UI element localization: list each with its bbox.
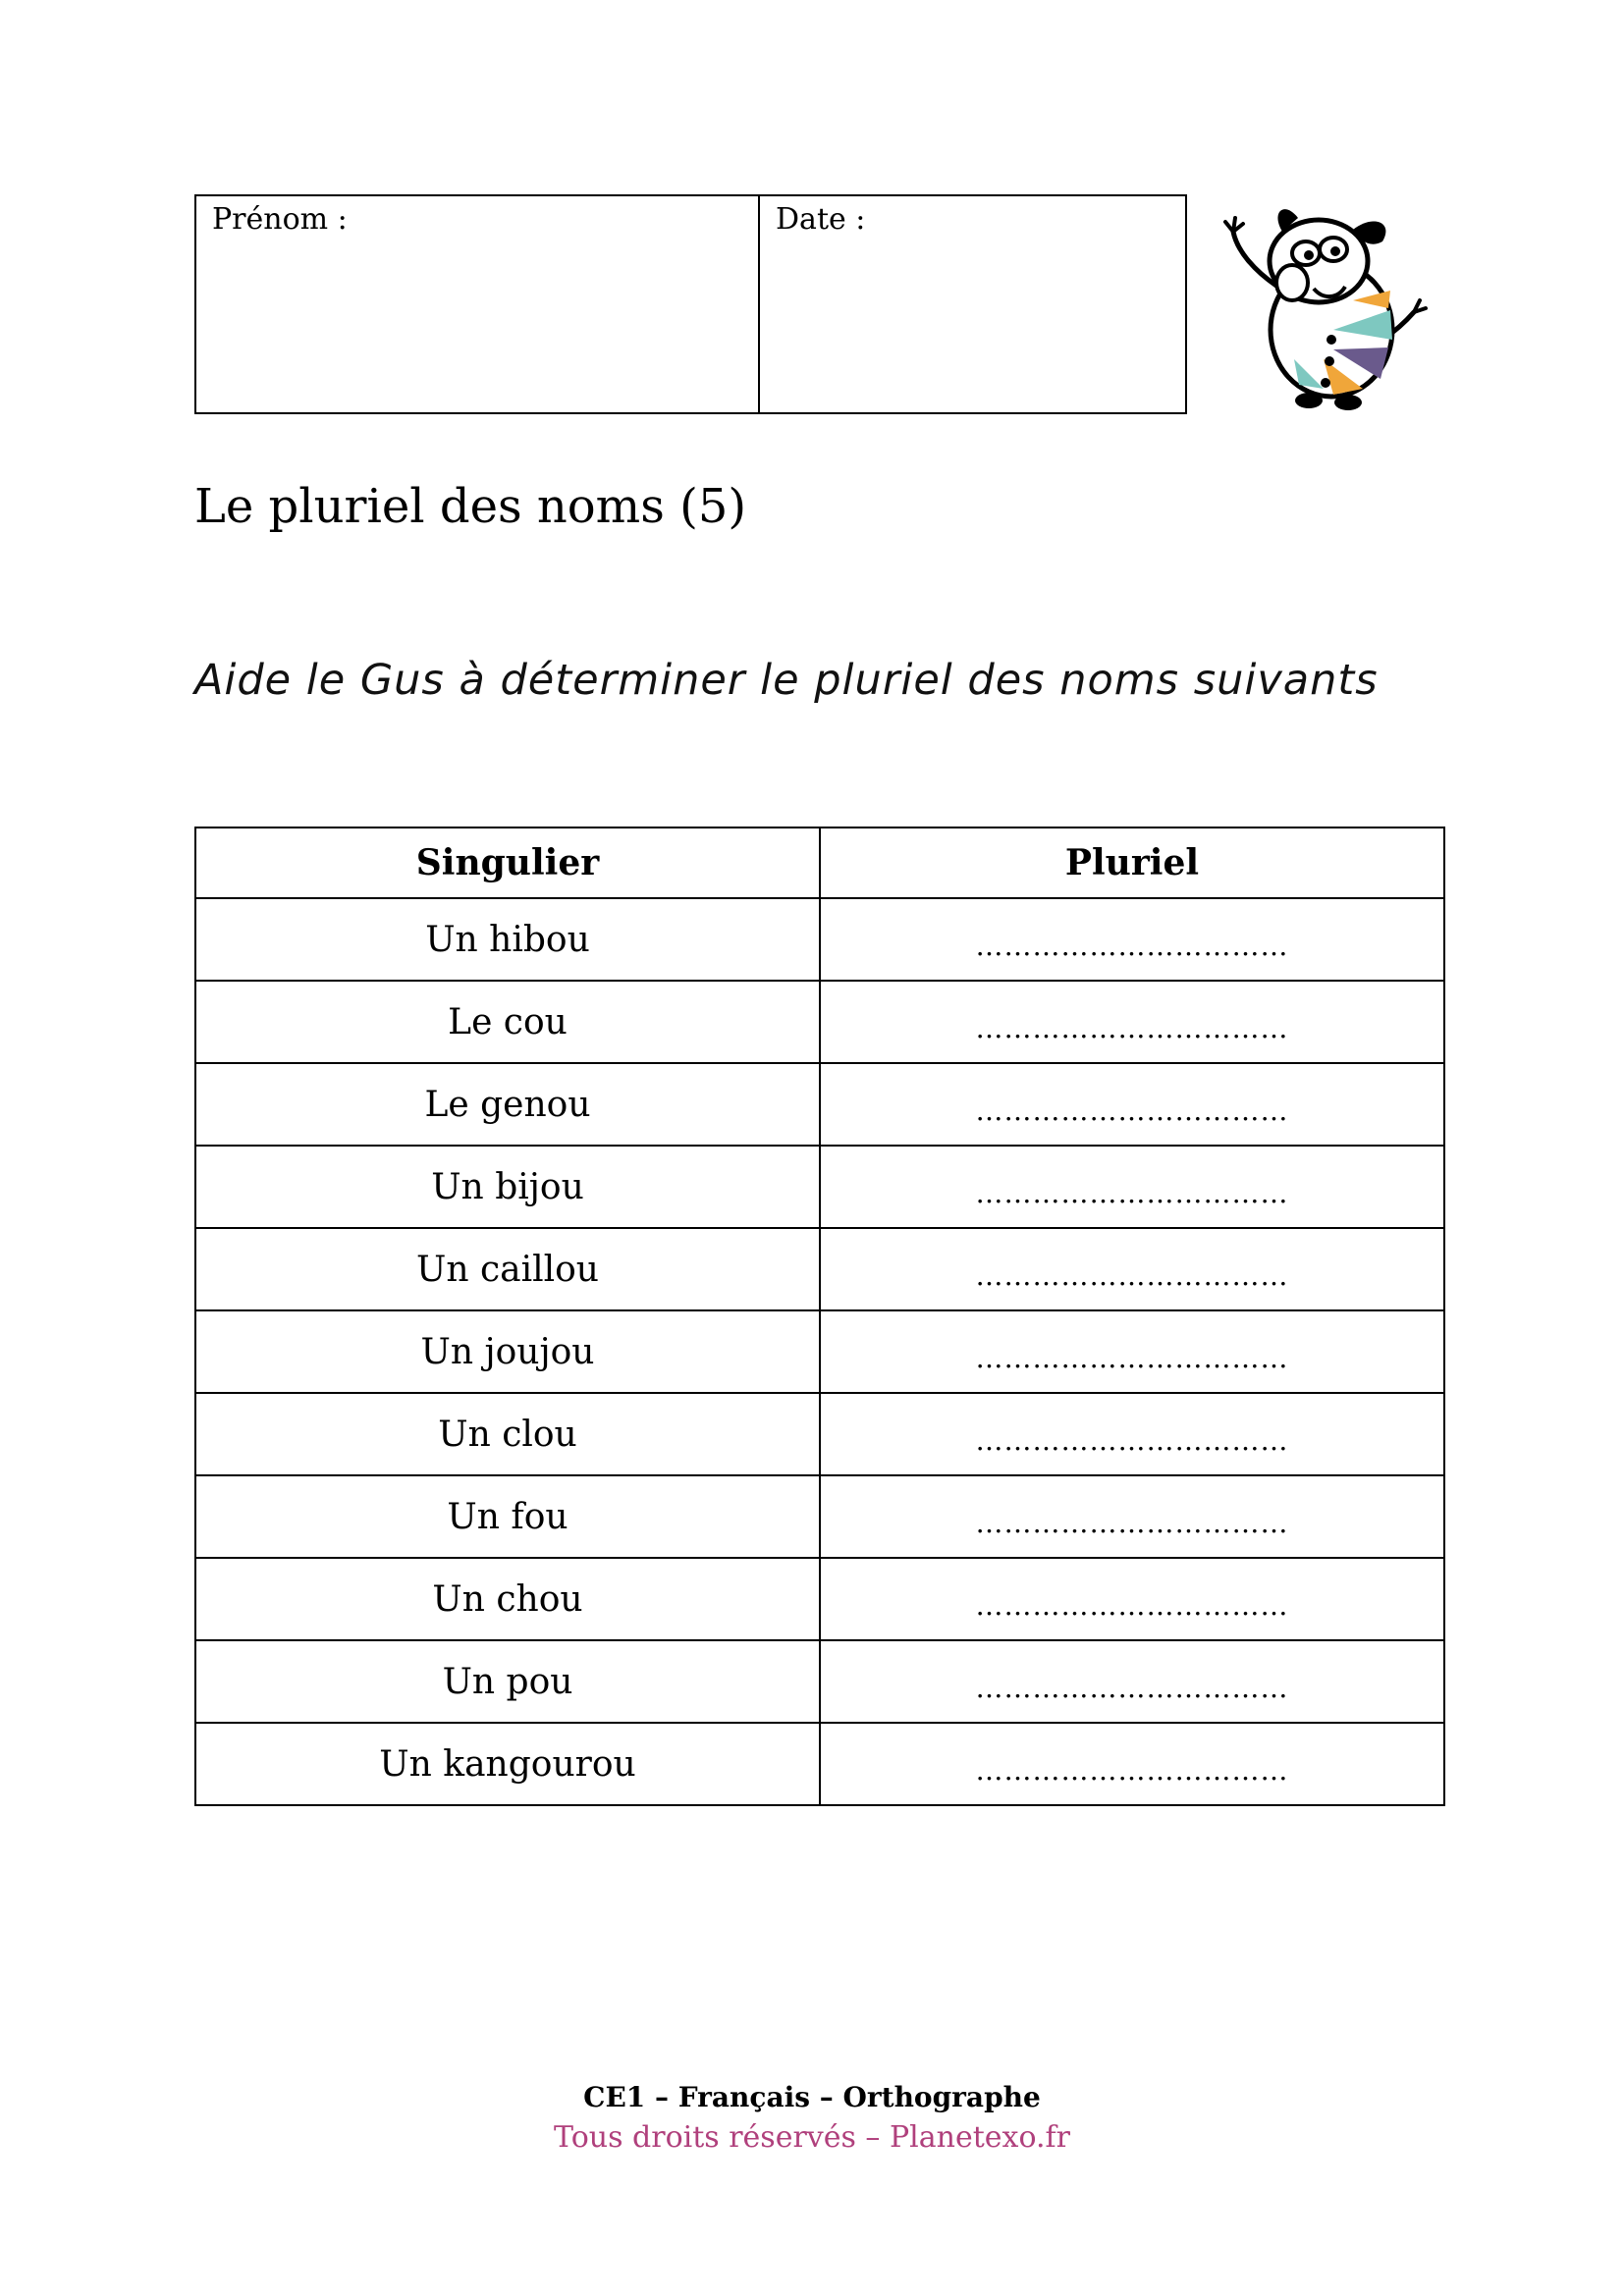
singular-cell: Le cou [195,981,820,1063]
date-field[interactable] [760,196,1185,412]
footer-copyright: Tous droits réservés – Planetexo.fr [554,2120,1070,2155]
table-row [195,1063,1444,1146]
table-row [195,1228,1444,1310]
plural-answer-cell[interactable]: …………………………… [820,1393,1444,1475]
plural-answer-cell[interactable]: …………………………… [820,1063,1444,1146]
singular-cell: Un hibou [195,898,820,981]
prenom-label: Prénom : [212,202,348,237]
singular-cell: Un fou [195,1475,820,1558]
singular-cell: Un bijou [195,1146,820,1228]
plural-answer-cell[interactable]: …………………………… [820,1723,1444,1805]
student-info-box [194,194,1187,414]
table-row [195,981,1444,1063]
singular-cell: Un chou [195,1558,820,1640]
column-header-pluriel: Pluriel [820,828,1444,898]
page-title: Le pluriel des noms (5) [194,479,747,534]
plural-exercise-table [194,827,1445,1806]
gus-mascot-icon [1216,192,1432,418]
table-row [195,898,1444,981]
plural-answer-cell[interactable]: …………………………… [820,1640,1444,1723]
singular-cell: Un pou [195,1640,820,1723]
plural-answer-cell[interactable]: …………………………… [820,981,1444,1063]
date-label: Date : [776,202,866,237]
plural-answer-cell[interactable]: …………………………… [820,1558,1444,1640]
prenom-field[interactable] [196,196,760,412]
singular-cell: Un kangourou [195,1723,820,1805]
plural-answer-cell[interactable]: …………………………… [820,898,1444,981]
table-row [195,1640,1444,1723]
table-row [195,1310,1444,1393]
plural-answer-cell[interactable]: …………………………… [820,1475,1444,1558]
footer-subject: CE1 – Français – Orthographe [583,2081,1041,2113]
instruction-text: Aide le Gus à déterminer le pluriel des noms suivants [194,656,1379,705]
table-row [195,1475,1444,1558]
table-row [195,1558,1444,1640]
plural-answer-cell[interactable]: …………………………… [820,1310,1444,1393]
table-header-row [195,828,1444,898]
table-row [195,1723,1444,1805]
plural-answer-cell[interactable]: …………………………… [820,1146,1444,1228]
singular-cell: Un joujou [195,1310,820,1393]
singular-cell: Le genou [195,1063,820,1146]
column-header-singulier: Singulier [195,828,820,898]
plural-answer-cell[interactable]: …………………………… [820,1228,1444,1310]
singular-cell: Un clou [195,1393,820,1475]
table-row [195,1146,1444,1228]
singular-cell: Un caillou [195,1228,820,1310]
table-row [195,1393,1444,1475]
